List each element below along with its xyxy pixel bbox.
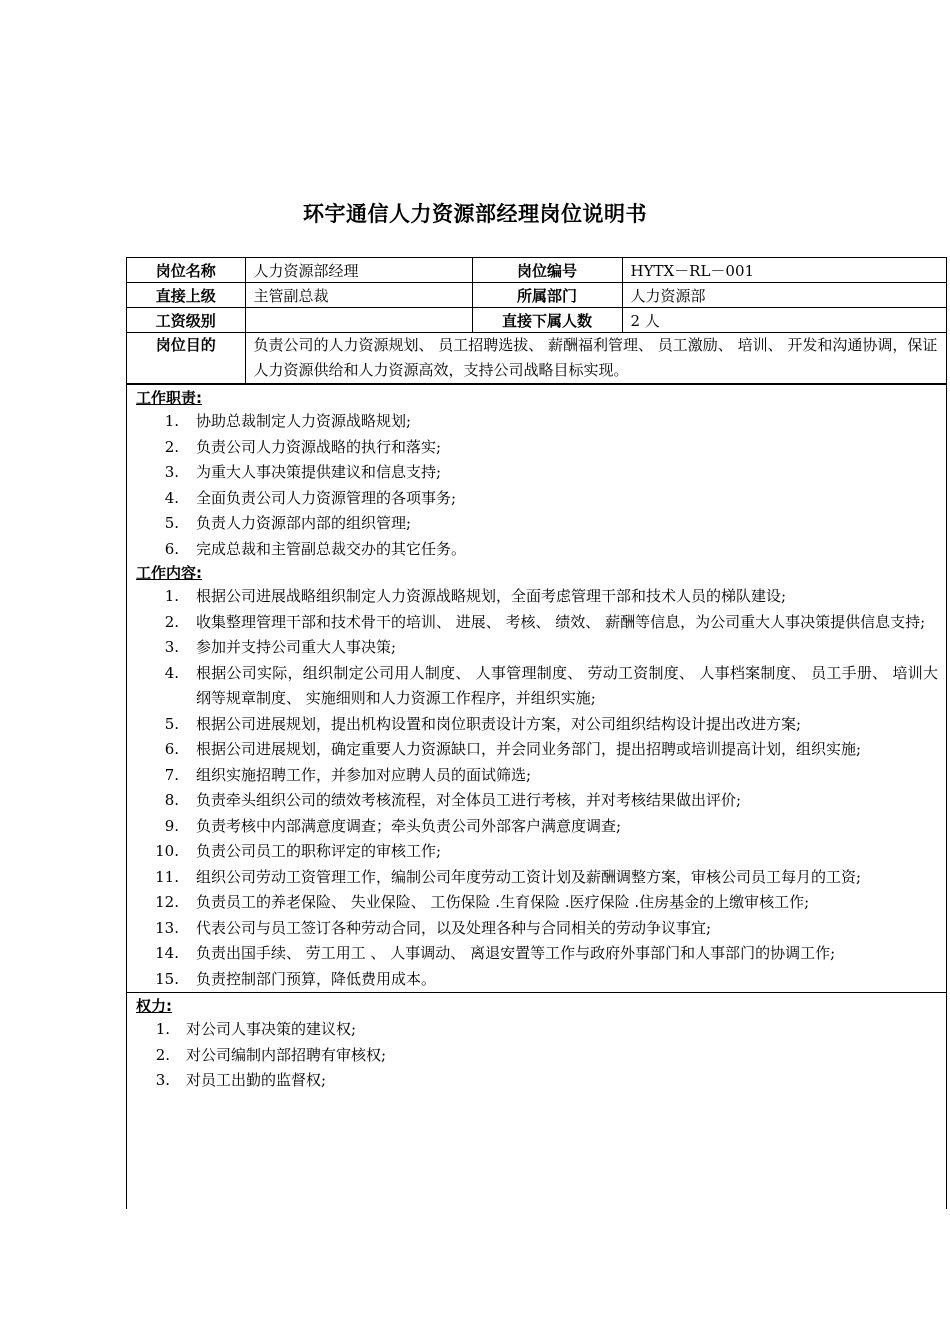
powers-section xyxy=(127,992,946,1094)
item-text: 完成总裁和主管副总裁交办的其它任务。 xyxy=(196,539,467,558)
list-item xyxy=(136,409,946,435)
item-text: 负责公司员工的职称评定的审核工作; xyxy=(196,842,442,860)
item-number: 1. xyxy=(164,587,179,605)
duties-list xyxy=(136,409,946,562)
item-text: 对公司人事决策的建议权; xyxy=(186,1020,357,1038)
item-text: 负责出国手续、 劳工用工 、 人事调动、 离退安置等工作与政府外事部门和人事部门的协调工作; xyxy=(196,944,836,962)
item-text: 参加并支持公司重大人事决策; xyxy=(196,638,397,656)
powers-title: 权力: xyxy=(136,997,172,1015)
item-text: 负责人力资源部内部的组织管理; xyxy=(196,514,412,532)
list-item xyxy=(136,941,946,967)
post-name-label: 岗位名称 xyxy=(127,258,245,283)
item-number: 3. xyxy=(155,1071,170,1089)
item-number: 4. xyxy=(164,663,179,682)
list-item xyxy=(136,511,946,537)
item-text: 根据公司进展规划，提出机构设置和岗位职责设计方案，对公司组织结构设计提出改进方案; xyxy=(196,714,802,733)
list-item xyxy=(136,763,946,789)
post-name-value: 人力资源部经理 xyxy=(245,258,472,283)
item-text: 负责考核中内部满意度调查；牵头负责公司外部客户满意度调查; xyxy=(196,816,622,835)
item-text: 根据公司实际，组织制定公司用人制度、 人事管理制度、 劳动工资制度、 人事档案制度、 员工手册、 培训大纲等规章制度、 实施细则和人力资源工作程序，并组织实施; xyxy=(196,663,938,707)
item-number: 2. xyxy=(155,1045,170,1064)
item-number: 3. xyxy=(164,463,179,481)
item-number: 2. xyxy=(164,612,179,631)
item-text: 协助总裁制定人力资源战略规划; xyxy=(196,412,412,430)
item-text: 组织实施招聘工作，并参加对应聘人员的面试筛选; xyxy=(196,765,532,784)
list-item xyxy=(136,712,946,738)
list-item xyxy=(136,1017,946,1043)
duties-section xyxy=(127,384,946,562)
post-no-label: 岗位编号 xyxy=(472,258,622,283)
item-number: 5. xyxy=(164,714,179,733)
item-number: 1. xyxy=(155,1020,170,1038)
content-title: 工作内容: xyxy=(136,564,202,582)
item-number: 15. xyxy=(155,969,179,988)
item-text: 对公司编制内部招聘有审核权; xyxy=(186,1045,387,1064)
item-text: 收集整理管理干部和技术骨干的培训、 进展、 考核、 绩效、 薪酬等信息，为公司重大人事决策提供信息支持; xyxy=(196,612,926,631)
item-text: 组织公司劳动工资管理工作，编制公司年度劳动工资计划及薪酬调整方案，审核公司员工每月的工资; xyxy=(196,867,862,886)
document-title: 环宇通信人力资源部经理岗位说明书 xyxy=(303,202,647,226)
list-item xyxy=(136,890,946,916)
item-number: 6. xyxy=(164,740,179,758)
info-row xyxy=(127,258,946,283)
superior-label: 直接上级 xyxy=(127,283,245,308)
list-item xyxy=(136,814,946,840)
list-item xyxy=(136,435,946,461)
content-section xyxy=(127,562,946,992)
list-item xyxy=(136,967,946,993)
item-number: 14. xyxy=(155,944,179,962)
item-number: 1. xyxy=(164,412,179,430)
item-number: 5. xyxy=(164,514,179,532)
list-item xyxy=(136,635,946,661)
list-item xyxy=(136,584,946,610)
info-row xyxy=(127,283,946,308)
item-number: 11. xyxy=(155,867,179,886)
info-row xyxy=(127,308,946,333)
content-list xyxy=(136,584,946,992)
item-text: 全面负责公司人力资源管理的各项事务; xyxy=(196,488,457,507)
list-item xyxy=(136,737,946,763)
salary-label: 工资级别 xyxy=(127,308,245,333)
item-number: 6. xyxy=(164,539,179,558)
powers-list xyxy=(136,1017,946,1094)
item-number: 3. xyxy=(164,638,179,656)
list-item xyxy=(136,610,946,636)
item-text: 根据公司进展战略组织制定人力资源战略规划，全面考虑管理干部和技术人员的梯队建设; xyxy=(196,587,787,605)
purpose-label: 岗位目的 xyxy=(127,333,245,384)
item-text: 根据公司进展规划，确定重要人力资源缺口，并会同业务部门，提出招聘或培训提高计划，组织实施; xyxy=(196,740,862,758)
subordinates-label: 直接下属人数 xyxy=(472,308,622,333)
duties-title: 工作职责: xyxy=(136,389,202,407)
item-number: 2. xyxy=(164,437,179,456)
info-table xyxy=(127,258,946,384)
item-number: 9. xyxy=(164,816,179,835)
list-item xyxy=(136,865,946,891)
subordinates-value: 2 人 xyxy=(622,308,946,333)
item-text: 负责公司人力资源战略的执行和落实; xyxy=(196,437,442,456)
dept-label: 所属部门 xyxy=(472,283,622,308)
item-text: 代表公司与员工签订各种劳动合同，以及处理各种与合同相关的劳动争议事宜; xyxy=(196,918,712,937)
item-text: 负责控制部门预算，降低费用成本。 xyxy=(196,969,437,988)
item-number: 10. xyxy=(155,842,179,860)
item-text: 负责员工的养老保险、 失业保险、 工伤保险 .生育保险 .医疗保险 .住房基金的上缴审核工作; xyxy=(196,893,810,911)
post-no-value: HYTX－RL－001 xyxy=(622,258,946,283)
dept-value: 人力资源部 xyxy=(622,283,946,308)
item-text: 为重大人事决策提供建议和信息支持; xyxy=(196,463,442,481)
item-number: 8. xyxy=(164,791,179,809)
purpose-value: 负责公司的人力资源规划、 员工招聘选拔、 薪酬福利管理、 员工激励、 培训、 开发和沟通协调，保证人力资源供给和人力资源高效，支持公司战略目标实现。 xyxy=(245,333,946,384)
item-number: 4. xyxy=(164,488,179,507)
list-item xyxy=(136,916,946,942)
purpose-row xyxy=(127,333,946,384)
item-text: 对员工出勤的监督权; xyxy=(186,1071,327,1089)
list-item xyxy=(136,788,946,814)
job-description-form xyxy=(126,257,947,1209)
list-item xyxy=(136,839,946,865)
item-number: 13. xyxy=(155,918,179,937)
list-item xyxy=(136,486,946,512)
list-item xyxy=(136,661,946,712)
list-item xyxy=(136,537,946,563)
item-number: 12. xyxy=(155,893,179,911)
item-number: 7. xyxy=(164,765,179,784)
list-item xyxy=(136,1043,946,1069)
superior-value: 主管副总裁 xyxy=(245,283,472,308)
salary-value xyxy=(245,308,472,333)
item-text: 负责牵头组织公司的绩效考核流程，对全体员工进行考核，并对考核结果做出评价; xyxy=(196,791,742,809)
list-item xyxy=(136,460,946,486)
list-item xyxy=(136,1068,946,1094)
